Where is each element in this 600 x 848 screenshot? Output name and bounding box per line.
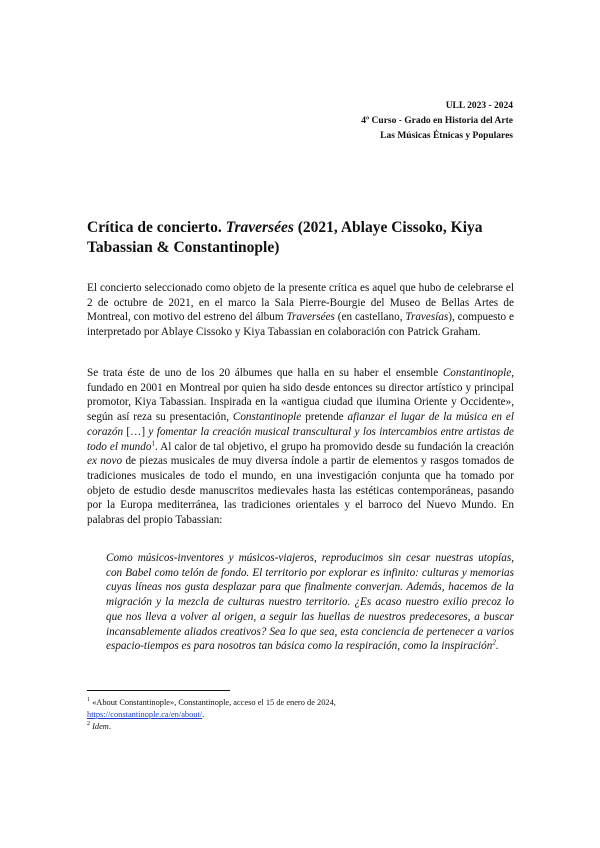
paragraph-1: El concierto seleccionado como objeto de la presente crítica es aquel que hubo de celebrarse el 2 de octubre de 2021, en el marco la Sala Pierre-Bourgie del Museo de Bellas Artes de Montreal, con motivo del estreno del álbum Traversées (en castellano, Travesías), compuesto e interpretado por Ablaye Cissoko y Kiya Tabassian en colaboración con Patrick Graham.	[87, 282, 514, 339]
paragraph-2: Se trata éste de uno de los 20 álbumes que halla en su haber el ensemble Constantinople, fundado en 2001 en Montreal por quien ha sido desde entonces su director artístico y principal promotor, Kiya Tabassian. Inspirada en la «antigua ciudad que ilumina Oriente y Occidente», según así reza su presentación, Constantinople pretende afianzar el lugar de la música en el corazón […] y fomentar la creación musical transcultural y los intercambios entre artistas de todo el mundo$^1$. Al calor de tal objetivo, el grupo ha promovido desde su fundación la creación ex novo de piezas musicales de muy diversa índole a partir de elementos y rasgos tomados de tradiciones musicales de todo el mundo, en una investigación conjunta que ha tomado por objeto de estudio desde manuscritos medievales hasta las estéticas contemporáneas, pasando por la Europa mediterránea, las tradiciones orientales y el barroco del Nuevo Mundo. En palabras del propio Tabassian:	[87, 367, 515, 527]
title-album: Traversées	[225, 219, 294, 236]
footnote-2: $^2$ Idem.	[87, 721, 111, 731]
footnote-link[interactable]: https://constantinople.ca/en/about/	[87, 710, 203, 719]
footnote-1: $^1$ «About Constantinople», Constantinople, acceso el 15 de enero de 2024, https://constantinople.ca/en/about/.	[87, 697, 336, 719]
footnote-divider	[87, 690, 230, 691]
footnote-ref-2[interactable]: 2	[492, 638, 496, 647]
document-title: Crítica de concierto. Traversées (2021, Ablaye Cissoko, Kiya Tabassian & Constantinople)	[87, 219, 483, 256]
course-header	[361, 99, 513, 144]
header-year: ULL 2023 - 2024	[445, 101, 513, 111]
header-course: 4º Curso - Grado en Historia del Arte	[361, 116, 513, 126]
footnote-ref-1[interactable]: 1	[151, 438, 155, 447]
header-subject: Las Músicas Étnicas y Populares	[380, 131, 513, 141]
block-quote: Como músicos-inventores y músicos-viajeros, reproducimos sin cesar nuestras utopías, con Babel como telón de fondo. El territorio por explorar es infinito: culturas y memorias cuyas líneas nos gusta desplazar para que finalmente converjan. Además, hacemos de la migración y la mezcla de culturas nuestro territorio. ¿Es acaso nuestro exilio precoz lo que nos lleva a volver al origen, a seguir las huellas de nuestros predecesores, a buscar incansablemente aliados creativos? Sea lo que sea, esta conciencia de pertenecer a varios espacio-tiempos es para nosotros tan básica como la respiración, como la inspiración$^2$.	[106, 552, 514, 653]
footnotes	[87, 697, 514, 733]
